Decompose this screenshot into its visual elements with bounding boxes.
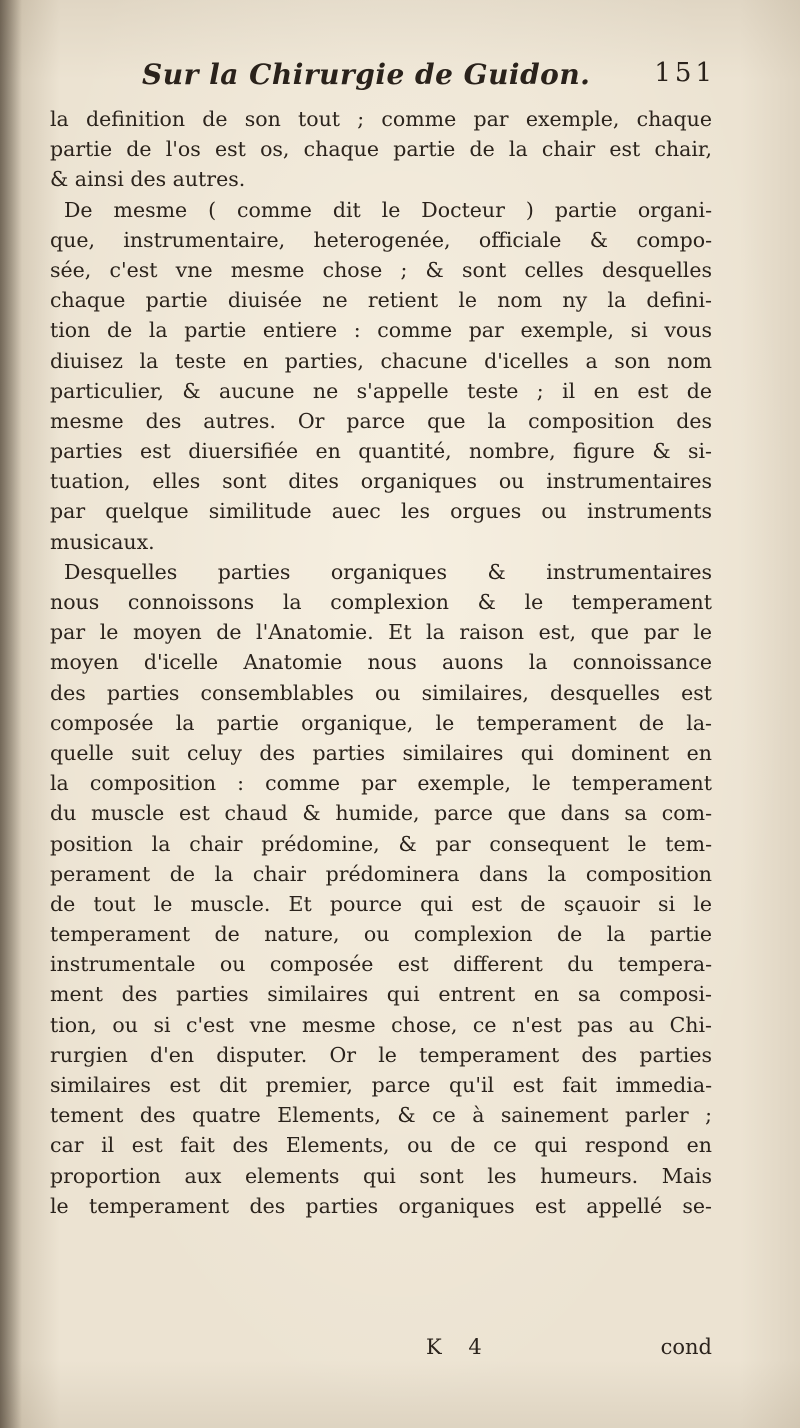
text-line: composée la partie organique, le temperament de la- <box>50 710 712 735</box>
text-line: que, instrumentaire, heterogenée, officiale & compo- <box>50 227 712 252</box>
text-line: la definition de son tout ; comme par exemple, chaque <box>50 107 712 131</box>
text-line: tuation, elles sont dites organiques ou instrumentaires <box>50 469 712 494</box>
text-line: chaque partie diuisée ne retient le nom ny la defini- <box>50 288 712 313</box>
text-line: musicaux. <box>50 529 155 554</box>
text-line: De mesme ( comme dit le Docteur ) partie organi- <box>64 197 712 222</box>
text-line: car il est fait des Elements, ou de ce qui respond en <box>50 1133 712 1158</box>
catchword: cond <box>660 1335 712 1359</box>
text-line: partie de l'os est os, chaque partie de la chair est chair, <box>50 137 712 162</box>
text-line: perament de la chair prédominera dans la composition <box>50 861 712 886</box>
text-line: de tout le muscle. Et pource qui est de sçauoir si le <box>50 891 712 916</box>
page-header <box>50 58 720 98</box>
text-line: par quelque similitude auec les orgues ou instruments <box>50 499 712 524</box>
text-line: par le moyen de l'Anatomie. Et la raison est, que par le <box>50 620 712 645</box>
running-head: Sur la Chirurgie de Guidon. <box>142 58 591 91</box>
text-line: mesme des autres. Or parce que la composition des <box>50 408 712 433</box>
text-line: tion, ou si c'est vne mesme chose, ce n'est pas au Chi- <box>50 1012 712 1037</box>
text-line: Desquelles parties organiques & instrumentaires <box>64 559 712 584</box>
text-line: sée, c'est vne mesme chose ; & sont celles desquelles <box>50 257 712 282</box>
text-line: tion de la partie entiere : comme par exemple, si vous <box>50 318 712 343</box>
text-line: du muscle est chaud & humide, parce que dans sa com- <box>50 801 712 826</box>
text-line: particulier, & aucune ne s'appelle teste ; il en est de <box>50 378 712 403</box>
text-line: temperament de nature, ou complexion de la partie <box>50 922 712 947</box>
text-line: moyen d'icelle Anatomie nous auons la connoissance <box>50 650 712 675</box>
text-line: la composition : comme par exemple, le temperament <box>50 771 712 796</box>
text-line: le temperament des parties organiques est appellé se- <box>50 1193 712 1218</box>
text-line: & ainsi des autres. <box>50 167 246 192</box>
text-line: instrumentale ou composée est different du tempera- <box>50 952 712 977</box>
page-number: 151 <box>654 58 716 88</box>
text-line: diuisez la teste en parties, chacune d'icelles a son nom <box>50 348 712 373</box>
text-line: nous connoissons la complexion & le temperament <box>50 590 712 614</box>
text-line: position la chair prédomine, & par consequent le tem- <box>50 831 712 856</box>
signature-mark: K 4 <box>426 1335 492 1359</box>
text-line: similaires est dit premier, parce qu'il est fait immedia- <box>50 1073 712 1097</box>
text-line: ment des parties similaires qui entrent en sa composi- <box>50 982 712 1007</box>
text-line: proportion aux elements qui sont les humeurs. Mais <box>50 1163 712 1188</box>
text-line: rurgien d'en disputer. Or le temperament des parties <box>50 1042 712 1067</box>
text-line: tement des quatre Elements, & ce à sainement parler ; <box>50 1103 712 1128</box>
text-line: des parties consemblables ou similaires, desquelles est <box>50 680 712 705</box>
gutter-shadow <box>0 0 22 1428</box>
text-line: parties est diuersifiée en quantité, nombre, figure & si- <box>50 439 712 464</box>
text-line: quelle suit celuy des parties similaires qui dominent en <box>50 740 712 765</box>
body-text <box>50 104 712 1221</box>
page-footer <box>50 1335 712 1369</box>
